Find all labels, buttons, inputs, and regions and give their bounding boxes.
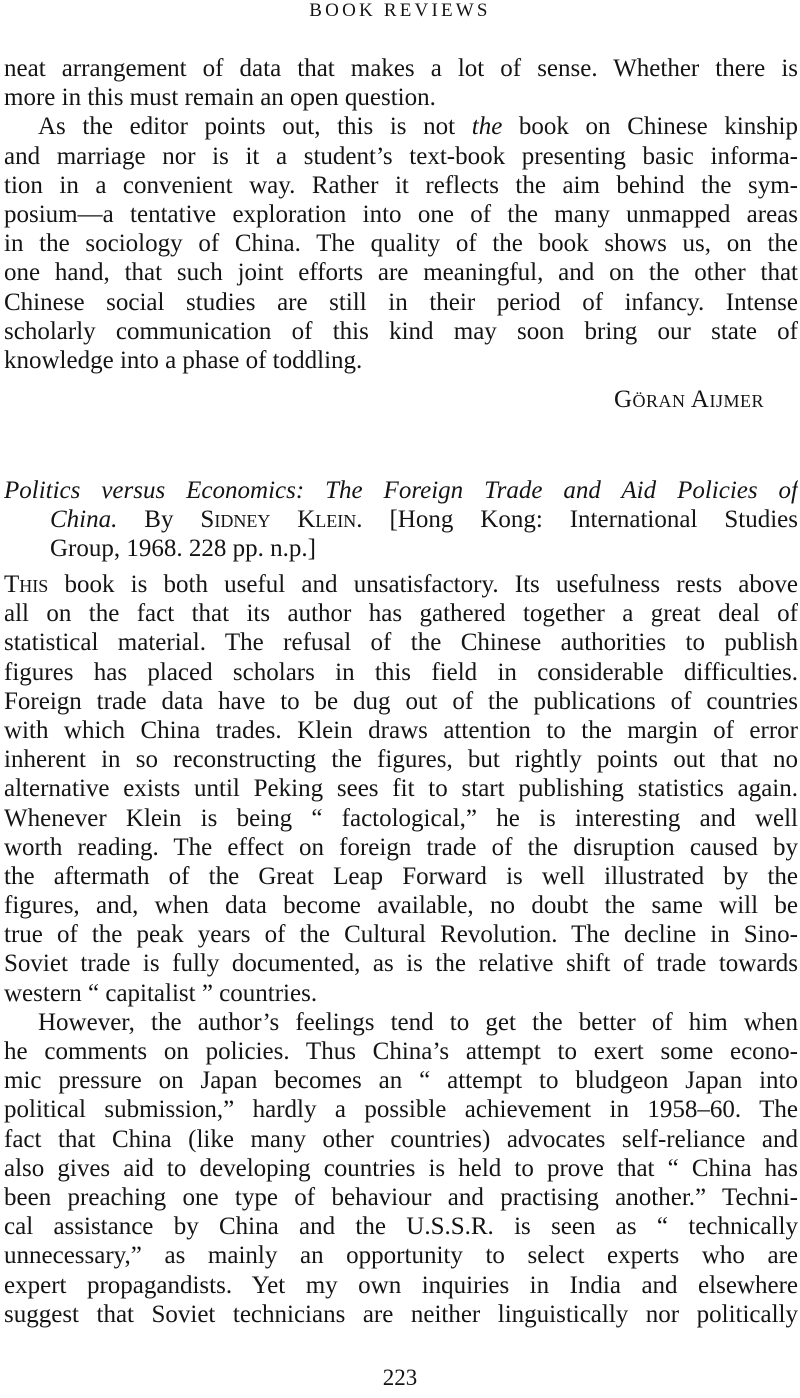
- text-line: knowledge into a phase of toddling.: [4, 346, 363, 374]
- text-line: western “ capitalist ” countries.: [4, 979, 318, 1007]
- text-line: expert propagandists. Yet my own inquiries in India and elsewhere: [4, 1271, 798, 1299]
- text-line: neat arrangement of data that makes a lot of sense. Whether there is: [4, 55, 798, 82]
- text-line: scholarly communication of this kind may soon bring our state of: [4, 317, 798, 345]
- text-line: posium—a tentative exploration into one of the many unmapped areas: [4, 200, 798, 228]
- text-line: alternative exists until Peking sees fit to start publishing statistics again.: [4, 775, 798, 803]
- text-line: been preaching one type of behaviour and practising another.” Techni-: [4, 1183, 798, 1211]
- book-title-line: Politics versus Economics: The Foreign Trade and Aid Policies of: [4, 477, 798, 504]
- text-run: [Hong Kong: International Studies: [362, 506, 798, 534]
- text-line: Foreign trade data have to be dug out of the publications of countries: [4, 687, 798, 715]
- text-line: tion in a convenient way. Rather it reflects the aim behind the sym-: [4, 171, 798, 199]
- text-line: [4, 112, 798, 141]
- text-line: [4, 570, 798, 599]
- text-line: and marriage nor is it a student’s text-book presenting basic informa-: [4, 142, 798, 170]
- text-line: mic pressure on Japan becomes an “ attempt to bludgeon Japan into: [4, 1067, 798, 1095]
- emphasis-text: the: [471, 113, 503, 141]
- text-line: figures has placed scholars in this field in considerable difficulties.: [4, 658, 798, 686]
- text-line: unnecessary,” as mainly an opportunity to select experts who are: [4, 1242, 798, 1270]
- reviewer-signature: Göran Aijmer: [614, 386, 764, 413]
- review-body: [4, 570, 798, 1329]
- text-line: suggest that Soviet technicians are neither linguistically nor politically: [4, 1300, 798, 1328]
- text-line: all on the fact that its author has gathered together a great deal of: [4, 600, 798, 628]
- text-line: also gives aid to developing countries is held to prove that “ China has: [4, 1154, 798, 1182]
- text-line: fact that China (like many other countries) advocates self-reliance and: [4, 1125, 798, 1153]
- review-heading: [4, 476, 798, 564]
- text-line: Whenever Klein is being “ factological,” he is interesting and well: [4, 804, 798, 832]
- text-line: he comments on policies. Thus China’s attempt to exert some econo-: [4, 1038, 798, 1065]
- text-line: true of the peak years of the Cultural Revolution. The decline in Sino-: [4, 921, 798, 949]
- book-author: Sidney Klein.: [200, 506, 363, 534]
- text-line: in the sociology of China. The quality of the book shows us, on the: [4, 230, 798, 258]
- text-line: political submission,” hardly a possible achievement in 1958–60. The: [4, 1096, 798, 1124]
- text-line: with which China trades. Klein draws attention to the margin of error: [4, 716, 798, 744]
- running-head: BOOK REVIEWS: [309, 0, 491, 21]
- text-line: statistical material. The refusal of the Chinese authorities to publish: [4, 629, 798, 657]
- book-publication-line: Group, 1968. 228 pp. n.p.]: [50, 535, 316, 563]
- opening-word: This: [4, 571, 49, 598]
- text-line: However, the author’s feelings tend to get the better of him when: [38, 1008, 798, 1036]
- text-line: cal assistance by China and the U.S.S.R. is seen as “ technically: [4, 1213, 798, 1241]
- text-line: the aftermath of the Great Leap Forward is well illustrated by the: [4, 862, 798, 890]
- text-line: inherent in so reconstructing the figures, but rightly points out that no: [4, 746, 798, 774]
- text-line: Soviet trade is fully documented, as is the relative shift of trade towards: [4, 950, 798, 978]
- text-line: figures, and, when data become available, no doubt the same will be: [4, 892, 798, 920]
- text-line: more in this must remain an open question.: [4, 84, 436, 112]
- text-line: Chinese social studies are still in their period of infancy. Intense: [4, 288, 798, 316]
- text-run: book is both useful and unsatisfactory. Its usefulness rests above: [48, 571, 798, 598]
- page-number: 223: [382, 1365, 418, 1390]
- previous-review-text: [4, 54, 798, 375]
- text-line: one hand, that such joint efforts are meaningful, and on the other that: [4, 259, 798, 287]
- book-citation-line: [4, 505, 798, 534]
- text-run: By: [117, 506, 201, 534]
- text-line: worth reading. The effect on foreign trade of the disruption caused by: [4, 833, 798, 861]
- book-title: China.: [50, 506, 118, 534]
- text-run: As the editor points out, this is not: [38, 113, 472, 141]
- text-run: book on Chinese kinship: [502, 113, 798, 141]
